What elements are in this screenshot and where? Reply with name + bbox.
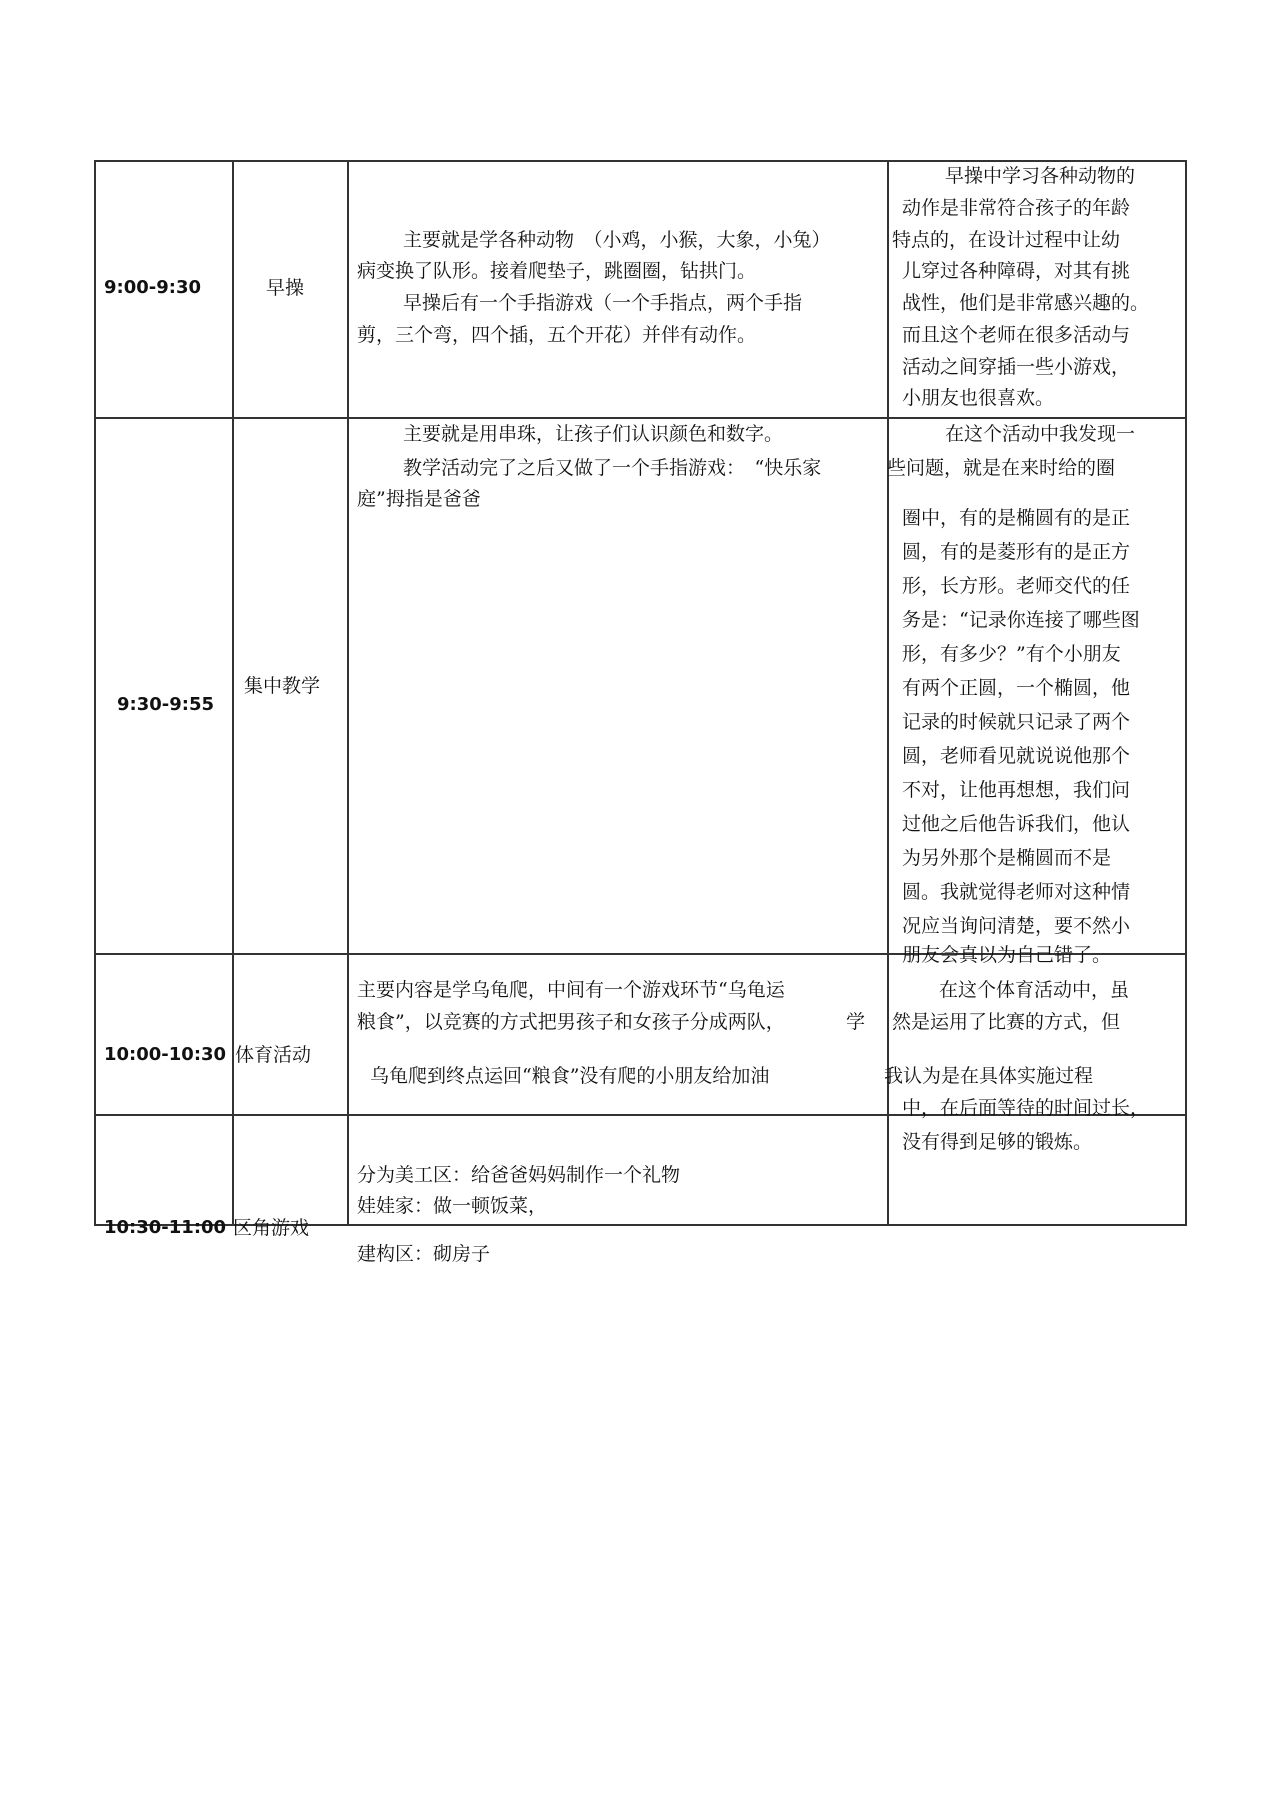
reflection-line: 不对，让他再想想，我们问	[902, 779, 1131, 801]
reflection-line: 朋友会真以为自己错了。	[902, 944, 1112, 966]
content-line: 粮食”，以竞赛的方式把男孩子和女孩子分成两队，	[357, 1011, 785, 1033]
reflection-line: 圆，老师看见就说说他那个	[902, 745, 1131, 767]
activity-cell: 集中教学	[244, 675, 321, 697]
time-cell: 9:30-9:55	[117, 694, 215, 715]
content-line: 教学活动完了之后又做了一个手指游戏： “快乐家	[403, 457, 822, 479]
reflection-line: 儿穿过各种障碍，对其有挑	[902, 260, 1131, 282]
time-cell: 10:00-10:30	[104, 1044, 227, 1065]
content-line: 剪，三个弯，四个插，五个开花）并伴有动作。	[357, 324, 757, 346]
reflection-line: 我认为是在具体实施过程	[884, 1065, 1094, 1087]
column-divider	[347, 160, 349, 1226]
table-border-left	[94, 160, 96, 1226]
activity-cell: 早操	[266, 277, 305, 299]
reflection-line: 有两个正圆，一个椭圆，他	[902, 677, 1131, 699]
reflection-line: 过他之后他告诉我们，他认	[902, 813, 1131, 835]
reflection-line: 然是运用了比赛的方式，但	[892, 1011, 1121, 1033]
reflection-line: 圆。我就觉得老师对这种情	[902, 881, 1131, 903]
reflection-line: 形，有多少？”有个小朋友	[902, 643, 1121, 665]
reflection-line: 动作是非常符合孩子的年龄	[902, 197, 1131, 219]
reflection-line: 在这个活动中我发现一	[945, 423, 1136, 445]
content-line: 乌龟爬到终点运回“粮食”没有爬的小朋友给加油	[370, 1065, 770, 1087]
reflection-line: 而且这个老师在很多活动与	[902, 324, 1131, 346]
reflection-line: 中，在后面等待的时间过长，	[902, 1097, 1150, 1119]
reflection-line: 圈中，有的是椭圆有的是正	[902, 507, 1131, 529]
content-line: 主要内容是学乌龟爬，中间有一个游戏环节“乌龟运	[357, 979, 785, 1001]
reflection-line: 为另外那个是椭圆而不是	[902, 847, 1112, 869]
content-line: 分为美工区：给爸爸妈妈制作一个礼物	[357, 1164, 681, 1186]
content-line: 学	[846, 1011, 866, 1033]
content-line: 庭”拇指是爸爸	[357, 488, 481, 510]
column-divider	[232, 160, 234, 1226]
reflection-line: 特点的，在设计过程中让幼	[892, 229, 1121, 251]
reflection-line: 小朋友也很喜欢。	[902, 387, 1055, 409]
reflection-line: 务是：“记录你连接了哪些图	[902, 609, 1140, 631]
reflection-line: 些问题，就是在来时给的圈	[887, 457, 1116, 479]
time-cell: 9:00-9:30	[104, 277, 202, 298]
content-line: 病变换了队形。接着爬垫子，跳圈圈，钻拱门。	[357, 260, 757, 282]
content-line: 娃娃家：做一顿饭菜，	[357, 1195, 548, 1217]
row-divider	[94, 417, 1187, 419]
content-line: 主要就是学各种动物 （小鸡，小猴，大象，小兔）	[403, 229, 831, 251]
reflection-line: 形，长方形。老师交代的任	[902, 575, 1131, 597]
reflection-line: 早操中学习各种动物的	[945, 165, 1136, 187]
content-line: 早操后有一个手指游戏（一个手指点，两个手指	[403, 292, 803, 314]
table-border-top	[94, 160, 1187, 162]
content-line: 建构区：砌房子	[357, 1243, 491, 1265]
reflection-line: 记录的时候就只记录了两个	[902, 711, 1131, 733]
reflection-line: 战性，他们是非常感兴趣的。	[902, 292, 1150, 314]
activity-cell: 体育活动	[235, 1044, 312, 1066]
reflection-line: 没有得到足够的锻炼。	[902, 1131, 1093, 1153]
table-border-right	[1185, 160, 1187, 1226]
time-cell: 10:30-11:00	[104, 1217, 227, 1238]
content-line: 主要就是用串珠，让孩子们认识颜色和数字。	[403, 423, 784, 445]
activity-cell: 区角游戏	[233, 1217, 310, 1239]
reflection-line: 况应当询问清楚，要不然小	[902, 915, 1131, 937]
reflection-line: 圆，有的是菱形有的是正方	[902, 541, 1131, 563]
reflection-line: 活动之间穿插一些小游戏，	[902, 356, 1131, 378]
reflection-line: 在这个体育活动中，虽	[939, 979, 1130, 1001]
